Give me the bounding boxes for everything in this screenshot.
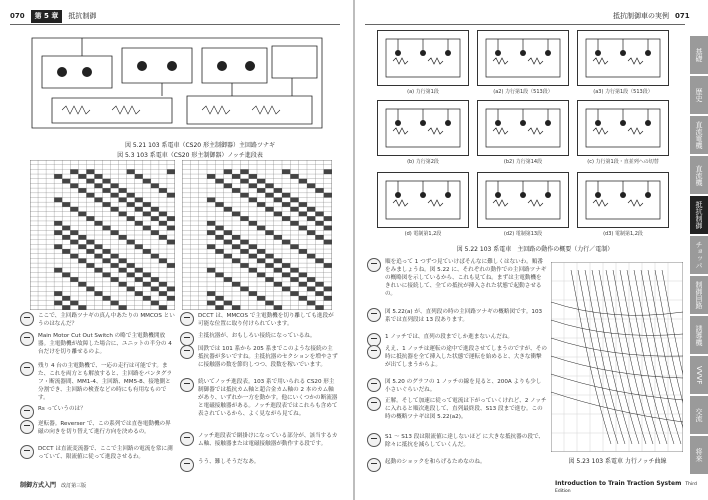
dialogue-left-1 xyxy=(20,312,175,328)
circuit-mini-diagram xyxy=(577,172,669,228)
chapter-tab: 誘導機 xyxy=(690,316,708,354)
circuit-mini-caption: (b2) 力行第14段 xyxy=(503,159,543,165)
avatar xyxy=(367,308,381,322)
circuit-mini-caption: (a2) 力行第1段（513段） xyxy=(493,89,553,95)
footer-title: Introduction to Train Traction System xyxy=(555,480,682,487)
avatar xyxy=(20,332,34,346)
dialogue-text: 国鉄では 101 系から 205 系までこのような接続の主抵抗器が多いですね。主抵抗器のセクションを増やさずに接触器の数を節約しつつ、段数を稼いでいます。 xyxy=(198,346,338,368)
circuit-schematic xyxy=(578,31,668,85)
avatar xyxy=(180,458,194,472)
dialogue-text: 図 5.20 のグラフの 1 ノッチの線を見ると、200A よりも少し小さいぐらいだね。 xyxy=(385,379,542,393)
dialogue-right-5 xyxy=(180,432,338,448)
dialogue-text: ここで、主回路ツナギの真ん中あたりの MMCOS というのはなんだ？ xyxy=(38,313,175,327)
avatar xyxy=(20,362,34,376)
avatar xyxy=(180,312,194,326)
dialogue-text: 続いてノッチ進段表。103 系で用いられる CS20 形主制御器では抵抗カム軸と超合金カム軸の 2 本のカム軸があり、いずれか一方を動かす。他にいくつかの断流器と電磁接触器がある。ノッチ進段表ではこれらも含めて表されているから、よく見ながら見てね。 xyxy=(198,379,338,417)
circuit-schematic xyxy=(578,173,668,227)
avatar xyxy=(20,445,34,459)
dialogue-text: 図 5.22(a) が、直列段の時の主回路ツナギの概略図です。103 系では直列段は 13 段あります。 xyxy=(385,309,543,323)
circuit-mini-caption: (d3) 電制第1,2段 xyxy=(603,231,643,237)
avatar xyxy=(367,433,381,447)
dialogue-text: うう、難しそうだなあ。 xyxy=(198,459,260,465)
circuit-mini-diagram xyxy=(377,30,469,86)
circuit-mini-diagram xyxy=(577,100,669,156)
chapter-tab: 抵抗制御 xyxy=(690,196,708,234)
dialogue-r-4 xyxy=(367,345,547,369)
chapter-tab: 直流機 xyxy=(690,156,708,194)
footer-left xyxy=(20,480,86,489)
dialogue-r-2 xyxy=(367,308,547,324)
notch-table-right xyxy=(182,160,332,310)
footer-title: 制御方式入門 xyxy=(20,482,57,489)
dialogue-right-1 xyxy=(180,312,338,328)
section-label-right: 抵抗制御車の実例 xyxy=(613,12,669,20)
circuit-mini-caption: (b) 力行第2段 xyxy=(407,159,439,165)
circuit-mini-caption: (a3) 力行第1段（513段） xyxy=(593,89,653,95)
circuit-mini-diagram xyxy=(577,30,669,86)
circuit-mini-diagram xyxy=(377,100,469,156)
dialogue-left-6 xyxy=(20,445,175,461)
chapter-tab: 歴史 xyxy=(690,76,708,114)
dialogue-text: 残り 4 台の主電動機で、一応の走行は可能です。また、これを両方とも解放すると、主回路をパンタグラフ・断流器間、MM1-4、主回路、MM5-8、接地側と分割でき、主回路の検査などの時にも有用なものです。 xyxy=(38,363,173,401)
circuit-schematic xyxy=(478,101,568,155)
dialogue-left-2 xyxy=(20,332,175,356)
dialogue-text: 起動のショックを和らげるためなのね。 xyxy=(385,459,486,465)
circuit-schematic xyxy=(378,101,468,155)
circuit-mini-caption: (d) 電制第1,2段 xyxy=(404,231,442,237)
circuit-mini-caption: (d2) 電制第13段 xyxy=(503,231,543,237)
circuit-mini-diagram xyxy=(477,30,569,86)
chapter-tab: 直流電機 xyxy=(690,116,708,154)
left-header xyxy=(10,10,96,23)
dialogue-r-7 xyxy=(367,433,547,449)
avatar xyxy=(367,258,381,272)
header-rule-right xyxy=(365,24,685,25)
avatar xyxy=(180,332,194,346)
chapter-tab: VVVF xyxy=(690,356,708,394)
dialogue-text: 主抵抗器が、おもしろい接続になっているね。 xyxy=(198,333,316,339)
circuit-schematic xyxy=(378,31,468,85)
dialogue-r-6 xyxy=(367,397,547,421)
avatar xyxy=(180,432,194,446)
footer-subtitle: Third Edition xyxy=(555,482,697,494)
dialogue-left-4 xyxy=(20,405,175,419)
footer-subtitle: 改訂第三版 xyxy=(61,483,87,489)
dialogue-text: 1 ノッチでは、直列の段までしか進まないんだね。 xyxy=(385,334,514,340)
circuit-mini-diagram xyxy=(477,100,569,156)
circuit-mini-diagram xyxy=(477,172,569,228)
avatar xyxy=(367,397,381,411)
chapter-tab: 交流 xyxy=(690,396,708,434)
dialogue-text: ええ、1 ノッチは運転の途中で進段させてしまうのですが、その時に抵抗器を全て挿入した状態で運転を始めると、大きな衝撃が出てしまうからよ。 xyxy=(385,346,547,368)
notch-curve-graph-5-23 xyxy=(551,262,683,452)
avatar xyxy=(367,345,381,359)
avatar xyxy=(367,378,381,392)
dialogue-right-6 xyxy=(180,458,338,472)
section-label: 抵抗制御 xyxy=(68,12,97,20)
avatar xyxy=(367,458,381,472)
circuit-schematic xyxy=(478,31,568,85)
figure-5-23-caption: 図 5.23 103 系電車 力行ノッチ曲線 xyxy=(568,458,667,465)
left-page xyxy=(0,0,353,500)
dialogue-r-1 xyxy=(367,258,547,298)
figure-5-21-caption: 図 5.21 103 系電車（CS20 形主制御器）主回路ツナギ xyxy=(124,142,276,149)
avatar xyxy=(20,405,34,419)
right-header xyxy=(613,10,690,23)
dialogue-text: Rs っていうのは？ xyxy=(38,406,86,412)
dialogue-text: 順を追って 1 つずつ見ていけばそんなに難しくはないわ。順番をみましょうね。図 5.22 に、それぞれの動作での主回路ツナギの概略図を示しているから、これも見てね。まずは主電動機をきれいに接続して、全ての抵抗が挿入された状態で起動させるの。 xyxy=(385,259,547,297)
page-number-right: 071 xyxy=(675,12,690,20)
dialogue-right-4 xyxy=(180,378,338,418)
chapter-tab: 将来 xyxy=(690,436,708,474)
page-number-left: 070 xyxy=(10,12,25,20)
dialogue-text: DCCT は直流変流器で、ここで主回路の電流を常に測っていて、限流値に従って進段させるわ。 xyxy=(38,446,173,460)
circuit-mini-diagram xyxy=(377,172,469,228)
dialogue-left-5 xyxy=(20,420,175,436)
chapter-label: 第 5 章 xyxy=(31,10,63,23)
right-page xyxy=(355,0,708,500)
dialogue-right-2 xyxy=(180,332,338,346)
dialogue-r-8 xyxy=(367,458,547,472)
dialogue-text: ノッチ進段表で網掛けになっている部分が、該当するカム軸、接触器または電磁接触器が動作する段です。 xyxy=(198,433,338,447)
figure-5-22-caption: 図 5.22 103 系電車 主回路の動作の概要（力行／電制） xyxy=(456,246,614,253)
circuit-schematic xyxy=(478,173,568,227)
dialogue-text: Main Motor Cut Out Switch の略で主電動機開放器。主電動機が故障した場合に、ユニットの半分の 4 台だけを切り離せるのよ。 xyxy=(38,333,172,355)
footer-right xyxy=(555,480,708,494)
chapter-tab: 基礎 xyxy=(690,36,708,74)
circuit-diagram-5-21 xyxy=(22,28,332,140)
dialogue-text: 逆転器。Reverser で、この系列では直巻電動機の界磁の向きを切り替えて進行方向を決めるの。 xyxy=(38,421,171,435)
avatar xyxy=(180,378,194,392)
circuit-mini-caption: (a) 力行第1段 xyxy=(407,89,439,95)
avatar xyxy=(180,345,194,359)
dialogue-text: 正解。そして加速に従って電流は下がっていくけれど、2 ノッチに入れると順次進段して、直列最終段、S13 段まで進む。この時の概略ツナギは図 5.22(a2)。 xyxy=(385,398,547,420)
avatar xyxy=(20,312,34,326)
circuit-mini-caption: (c) 力行第1段・直並列への切替 xyxy=(587,159,659,165)
circuit-schematic xyxy=(378,173,468,227)
dialogue-text: DCCT は、MMCOS で主電動機を切り離しても進段が可能な位置に取り付けられています。 xyxy=(198,313,334,327)
dialogue-left-3 xyxy=(20,362,175,402)
figure-5-3-caption: 図 5.3 103 系電車（CS20 形主制御器）ノッチ進段表 xyxy=(117,152,263,159)
chapter-tab: チョッパ xyxy=(690,236,708,274)
chapter-tab: 制御回路 xyxy=(690,276,708,314)
notch-table-left xyxy=(30,160,175,310)
header-rule xyxy=(10,24,340,25)
avatar xyxy=(20,420,34,434)
dialogue-right-3 xyxy=(180,345,338,369)
circuit-schematic xyxy=(578,101,668,155)
chapter-tabs xyxy=(690,36,708,476)
dialogue-r-5 xyxy=(367,378,547,394)
dialogue-text: S1 ～ S13 段は限流値に達しないほど に大きな抵抗器の段で、除々に抵抗を減らしていくんだ。 xyxy=(385,434,545,448)
